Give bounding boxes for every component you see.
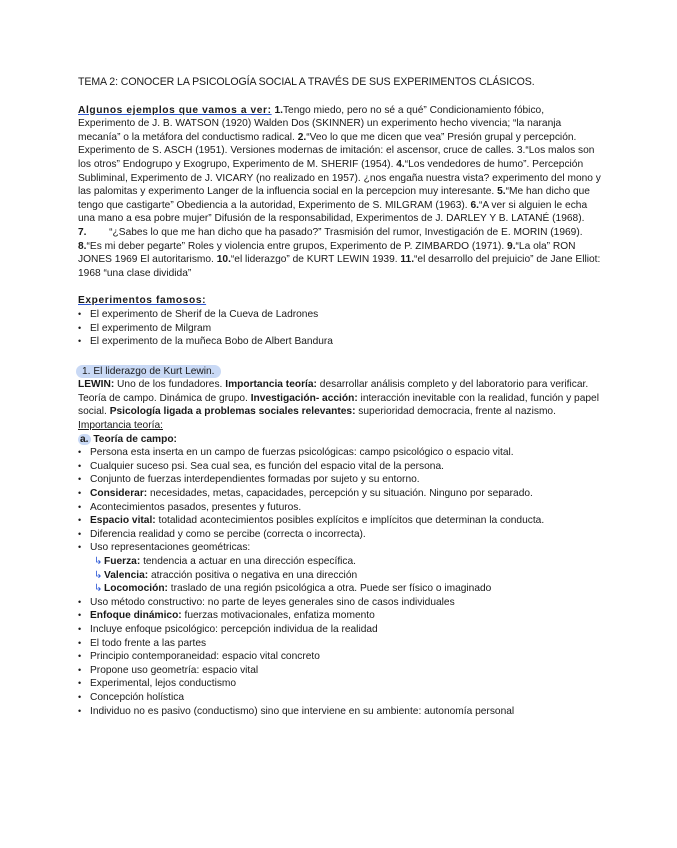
valencia-label: Valencia:	[104, 569, 149, 581]
list-item: • Conjunto de fuerzas interdependientes formadas por sujeto y su entorno.	[78, 473, 604, 487]
campo-heading: Teoría de campo:	[93, 433, 177, 445]
example-7: “¿Sabes lo que me han dicho que ha pasado?” Trasmisión del rumor, Investigación de E. MORIN (1969).	[109, 226, 583, 238]
importancia-underlined: Importancia teoría:	[78, 420, 163, 432]
list-item	[78, 514, 604, 528]
fuerza-label: Fuerza:	[104, 556, 141, 567]
example-9: “La ola” RON JONES 1969 El autoritarismo.	[78, 240, 576, 266]
example-11: “el desarrollo del prejuicio” de Jane Elliot: 1968 “una clase dividida”	[78, 254, 601, 279]
list-item: • El todo frente a las partes	[78, 637, 604, 651]
lewin-heading: 1. El liderazgo de Kurt Lewin.	[76, 365, 221, 379]
list-item	[78, 487, 604, 501]
geometric-sublist	[78, 555, 604, 596]
document-page	[78, 76, 604, 718]
list-item	[78, 609, 604, 623]
enfoque-dinamico-text: fuerzas motivacionales, enfatiza momento	[181, 610, 375, 622]
campo-letter: a.	[80, 433, 89, 445]
valencia-text: atracción positiva o negativa en una dirección	[148, 569, 358, 581]
example-1: Tengo miedo, pero no sé a qué” Condicionamiento fóbico, Experimento de J. B. WATSON (1920) Walden Dos (SKINNER) un experimento hecho vivencia; “la naranja mecanía” o la metáfora del conductismo radical.	[78, 104, 562, 143]
list-item: • Individuo no es pasivo (conductismo) sino que interviene en su ambiente: autonomía personal	[78, 705, 604, 719]
list-item: • Uso método constructivo: no parte de leyes generales sino de casos individuales	[78, 596, 604, 610]
example-10: “el liderazgo” de KURT LEWIN 1939.	[230, 254, 398, 266]
example-8: “Es mi deber pegarte” Roles y violencia entre grupos, Experimento de P. ZIMBARDO (1971).	[86, 240, 505, 252]
locomocion-label: Locomoción:	[104, 583, 168, 595]
espacio-vital-label: Espacio vital:	[90, 515, 156, 527]
campo-heading-row	[78, 433, 604, 447]
campo-list	[78, 446, 604, 555]
locomocion-text: traslado de una región psicológica a otra. Puede ser físico o imaginado	[167, 583, 492, 595]
lewin-label: LEWIN:	[78, 379, 115, 391]
list-item: • Incluye enfoque psicológico: percepción individua de la realidad	[78, 623, 604, 637]
campo-list-continued	[78, 596, 604, 718]
famous-heading: Experimentos famosos:	[78, 295, 207, 307]
lewin-heading-row	[78, 365, 604, 379]
famous-list	[78, 308, 604, 349]
considerar-label: Considerar:	[90, 488, 148, 500]
importancia-label: Importancia teoría:	[225, 379, 317, 391]
espacio-vital-text: totalidad acontecimientos posibles explícitos e implícitos que determinan la conducta.	[155, 515, 545, 527]
list-item: • El experimento de Sherif de la Cueva de Ladrones	[78, 308, 604, 322]
list-item: • Persona esta inserta en un campo de fuerzas psicológicas: campo psicológico o espacio vital.	[78, 446, 604, 460]
document-title: TEMA 2: CONOCER LA PSICOLOGÍA SOCIAL A TRAVÉS DE SUS EXPERIMENTOS CLÁSICOS.	[78, 76, 535, 88]
examples-paragraph: Algunos ejemplos que vamos a ver: 1.Tengo miedo, pero no sé a qué” Condicionamiento fóbico, Experimento de J. B. WATSON (1920) Walden Dos (SKINNER) un experimento hecho vivencia; “la naranja mecanía” o la metáfora del conductismo radical. 2.“Veo lo que me dicen que vea” Presión grupal y percepción. Experimento de S. ASCH (1951). Versiones modernas de imitación: el ascensor, cruce de calles. 3.“Los malos son los otros” Endogrupo y Exogrupo, Experimento de M. SHERIF (1954). 4.“Los vendedores de humo”. Percepción Subliminal, Experimento de J. VICARY (no realizado en 1957). ¿nos engaña nuestra vista? experimento del mono y las palomitas y experimento Langer de la influencia social en la percepcion muy interesante. 5.“Me han dicho que tengo que castigarte” Obediencia a la autoridad, Experimento de S. MILGRAM (1963). 6.“A ver si alguien le echa una mano a esa pobre mujer” Difusión de la responsabilidad, Experimentos de J. DARLEY Y B. LATANÉ (1968). 7. “¿Sabes lo que me han dicho que ha pasado?” Trasmisión del rumor, Investigación de E. MORIN (1969). 8.“Es mi deber pegarte” Roles y violencia entre grupos, Experimento de P. ZIMBARDO (1971). 9.“La ola” RON JONES 1969 El autoritarismo. 10.“el liderazgo” de KURT LEWIN 1939. 11.“el desarrollo del prejuicio” de Jane Elliot: 1968 “una clase dividida”	[78, 104, 601, 279]
list-item: • Experimental, lejos conductismo	[78, 677, 604, 691]
example-5: “Me han dicho que tengo que castigarte” Obediencia a la autoridad, Experimento de S. MILGRAM (1963).	[78, 186, 590, 211]
list-item: • El experimento de Milgram	[78, 322, 604, 336]
enfoque-dinamico-label: Enfoque dinámico:	[90, 610, 182, 622]
considerar-text: necesidades, metas, capacidades, percepción y su situación. Ninguno por separado.	[147, 488, 533, 500]
sub-item	[78, 569, 604, 583]
lewin-intro-text: Uno de los fundadores.	[114, 379, 226, 391]
sub-item	[78, 582, 604, 596]
list-item: • Propone uso geometría: espacio vital	[78, 664, 604, 678]
example-6: “A ver si alguien le echa una mano a esa pobre mujer” Difusión de la responsabilidad, Experimentos de J. DARLEY Y B. LATANÉ (1968).	[78, 199, 588, 225]
example-2: “Veo lo que me dicen que vea” Presión grupal y percepción. Experimento de S. ASCH (1951). Versiones modernas de imitación: el ascensor, cruce de calles. 3.“Los malos son los otros” Endogrupo y Exogrupo, Experimento de M. SHERIF (1954).	[78, 131, 595, 170]
famous-heading-row	[78, 294, 604, 308]
psico-label: Psicología ligada a problemas sociales relevantes:	[109, 406, 356, 418]
list-item: • Cualquier suceso psi. Sea cual sea, es función del espacio vital de la persona.	[78, 460, 604, 474]
investigacion-label: Investigación- acción:	[250, 392, 358, 404]
lewin-intro	[78, 378, 604, 432]
list-item: • Acontecimientos pasados, presentes y futuros.	[78, 501, 604, 515]
sub-item	[78, 555, 604, 569]
investigacion-text: interacción inevitable con la realidad, función y papel social.	[78, 392, 599, 418]
importancia-text: desarrollar análisis completo y del laboratorio para verificar. Teoría de campo. Dinámica de grupo.	[78, 379, 589, 404]
example-4: “Los vendedores de humo”. Percepción Subliminal, Experimento de J. VICARY (no realizado en 1957). ¿nos engaña nuestra vista? experimento del mono y las palomitas y experimento Langer de la influencia social en la percepcion muy interesante.	[78, 158, 601, 198]
psico-text: superioridad democracia, frente al nazismo.	[355, 406, 556, 418]
list-item: • El experimento de la muñeca Bobo de Albert Bandura	[78, 335, 604, 349]
examples-heading: Algunos ejemplos que vamos a ver:	[78, 104, 272, 116]
list-item: • Uso representaciones geométricas:	[78, 541, 604, 555]
list-item: • Diferencia realidad y como se percibe (correcta o incorrecta).	[78, 528, 604, 542]
list-item: • Concepción holística	[78, 691, 604, 705]
fuerza-text: tendencia a actuar en una dirección específica.	[140, 556, 357, 567]
list-item: • Principio contemporaneidad: espacio vital concreto	[78, 650, 604, 664]
